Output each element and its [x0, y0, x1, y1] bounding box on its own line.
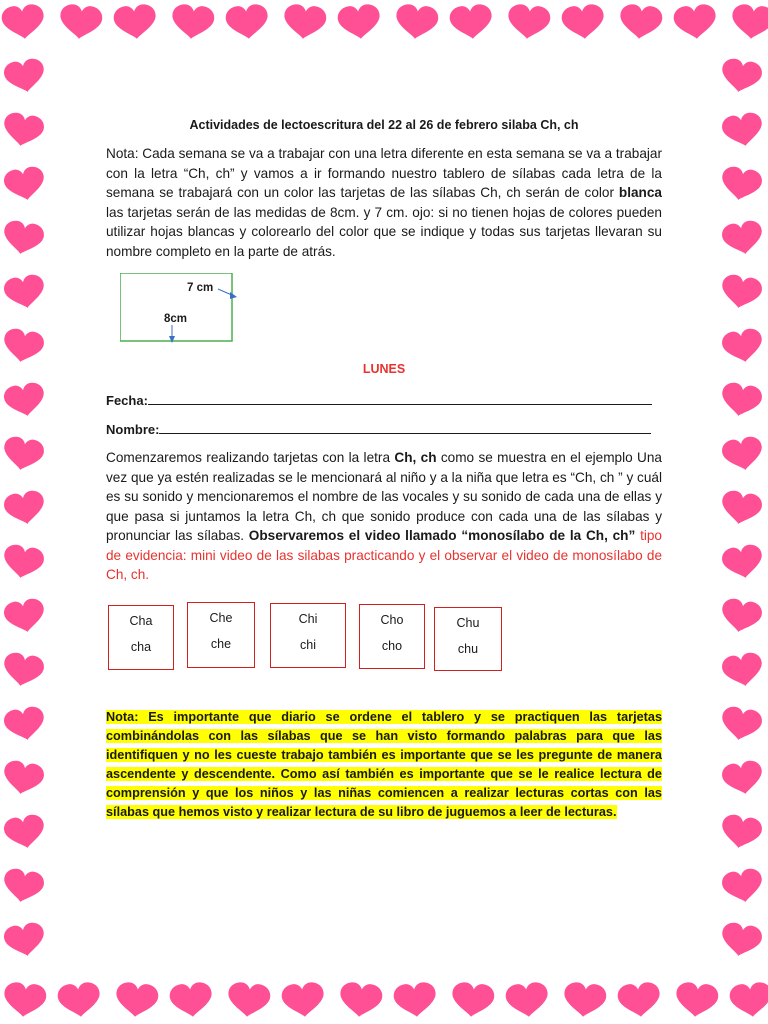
card-lower: cha	[130, 640, 152, 654]
heart-icon	[720, 651, 765, 689]
note-text: Nota: Es importante que diario se ordene el tablero y se practiquen las tarjetas combinándolas con las sílabas que se han visto formando palabras para que las identifiquen y no les cueste trabajo también es importante que se les pregunte de manera ascendente y descendente. Como así también es importante que se le realice lectura de comprensión y que los niños y las niñas comiencen a realizar lecturas cortas con las sílabas que hemos visto y realizar lectura de su libro de juguemos a leer de lecturas.	[106, 710, 662, 819]
heart-icon	[720, 111, 765, 149]
heart-icon	[2, 813, 47, 851]
heart-icon	[506, 3, 551, 41]
heart-icon	[394, 3, 439, 41]
heart-icon	[2, 381, 47, 419]
heart-icon	[58, 3, 103, 41]
heart-icon	[561, 3, 606, 41]
card-lower: chi	[300, 638, 316, 652]
instr-text-1: Comenzaremos realizando tarjetas con la letra	[106, 450, 395, 465]
syllable-card-che	[187, 602, 255, 668]
heart-icon	[169, 981, 214, 1019]
heart-icon	[2, 597, 47, 635]
heart-icon	[2, 981, 47, 1019]
heart-icon	[719, 489, 764, 527]
nombre-line	[106, 421, 651, 437]
heart-icon	[720, 867, 765, 905]
day-heading: LUNES	[362, 362, 406, 376]
heart-icon	[2, 705, 47, 743]
height-label: 8cm	[164, 313, 188, 325]
heart-icon	[337, 3, 382, 41]
card-lower: cho	[381, 639, 403, 653]
heart-icon	[674, 981, 719, 1019]
heart-icon	[617, 981, 662, 1019]
heart-icon	[226, 981, 271, 1019]
syllable-card-chi	[270, 603, 346, 668]
nombre-blank	[159, 421, 651, 434]
heart-icon	[449, 3, 494, 41]
page-title: Actividades de lectoescritura del 22 al 26 de febrero silaba Ch, ch	[189, 118, 579, 132]
heart-icon	[1, 543, 46, 581]
intro-bold-color: blanca	[618, 185, 662, 200]
heart-icon	[170, 3, 215, 41]
highlighted-note	[106, 708, 662, 822]
heart-icon	[2, 273, 47, 311]
heart-icon	[720, 759, 765, 797]
instr-bold-video: Observaremos el video llamado “monosílabo de la Ch, ch”	[248, 528, 636, 543]
heart-icon	[720, 435, 765, 473]
syllable-card-cha	[108, 605, 174, 670]
heart-icon	[1, 435, 46, 473]
width-label: 7 cm	[187, 282, 214, 294]
heart-icon	[281, 981, 326, 1019]
heart-icon	[450, 981, 495, 1019]
fecha-label: Fecha:	[106, 393, 148, 408]
instr-evidence: tipo de evidencia: mini video de las silabas practicando y el observar el video de monosílabo de Ch, ch.	[106, 528, 662, 582]
heart-icon	[719, 813, 764, 851]
card-outline	[120, 273, 232, 341]
heart-icon	[729, 981, 768, 1019]
heart-icon	[1, 327, 46, 365]
card-upper: Cha	[129, 614, 153, 628]
heart-icon	[393, 981, 438, 1019]
heart-icon	[57, 981, 102, 1019]
heart-icon	[1, 3, 46, 41]
syllable-card-cho	[359, 604, 425, 669]
heart-icon	[1, 111, 46, 149]
heart-icon	[2, 921, 47, 959]
card-upper: Cho	[380, 613, 404, 627]
heart-icon	[720, 543, 765, 581]
heart-icon	[720, 327, 765, 365]
fecha-line	[106, 392, 652, 408]
card-lower: che	[210, 637, 232, 651]
width-arrow-head	[230, 292, 237, 299]
heart-icon	[562, 981, 607, 1019]
heart-icon	[282, 3, 327, 41]
card-lower: chu	[457, 642, 479, 656]
heart-icon	[719, 705, 764, 743]
heart-icon	[618, 3, 663, 41]
heart-icon	[720, 219, 765, 257]
card-upper: Chu	[456, 616, 480, 630]
heart-icon	[2, 489, 47, 527]
heart-icon	[719, 165, 764, 203]
heart-icon	[1, 867, 46, 905]
nombre-label: Nombre:	[106, 422, 160, 437]
heart-icon	[719, 273, 764, 311]
heart-icon	[719, 57, 764, 95]
heart-icon	[1, 219, 46, 257]
instr-text-2: como se muestra en el ejemplo Una vez que ya estén realizadas se le mencionará al niño y a la niña que letra es “Ch, ch ” y cuál es su sonido y mencionaremos el nombre de las vocales y su sonido de cada una de ellas y que pasa si juntamos la letra Ch, ch que sonido produce con cada una de las sílabas y pronunciar las sílabas.	[106, 450, 662, 543]
heart-icon	[1, 651, 46, 689]
intro-text-2: las tarjetas serán de las medidas de 8cm. y 7 cm. ojo: si no tienen hojas de colores pueden utilizar hojas blancas y colorearlo del color que se indique y todas sus tarjetas llevaran su nombre completo en la parte de atrás.	[106, 204, 662, 259]
intro-paragraph	[106, 144, 662, 261]
heart-icon	[673, 3, 718, 41]
document-body	[106, 118, 662, 819]
heart-icon	[719, 597, 764, 635]
heart-icon	[730, 3, 768, 41]
syllable-card-chu	[434, 607, 502, 671]
card-upper: Che	[209, 611, 233, 625]
fecha-blank	[148, 392, 652, 405]
instructions-paragraph	[106, 448, 662, 585]
heart-icon	[225, 3, 270, 41]
instr-bold-letter: Ch, ch	[394, 450, 437, 465]
intro-text-1: Nota: Cada semana se va a trabajar con una letra diferente en esta semana se va a trabajar con la letra “Ch, ch” y vamos a ir formando nuestro tablero de sílabas cada letra de la semana se trabajará con un color las tarjetas de las sílabas Ch, ch serán de color	[106, 146, 662, 200]
heart-icon	[338, 981, 383, 1019]
heart-icon	[505, 981, 550, 1019]
heart-icon	[1, 759, 46, 797]
card-upper: Chi	[298, 612, 318, 626]
card-size-diagram	[120, 273, 350, 353]
heart-icon	[2, 165, 47, 203]
heart-icon	[719, 381, 764, 419]
heart-icon	[719, 921, 764, 959]
heart-icon	[2, 57, 47, 95]
heart-icon	[114, 981, 159, 1019]
heart-icon	[113, 3, 158, 41]
